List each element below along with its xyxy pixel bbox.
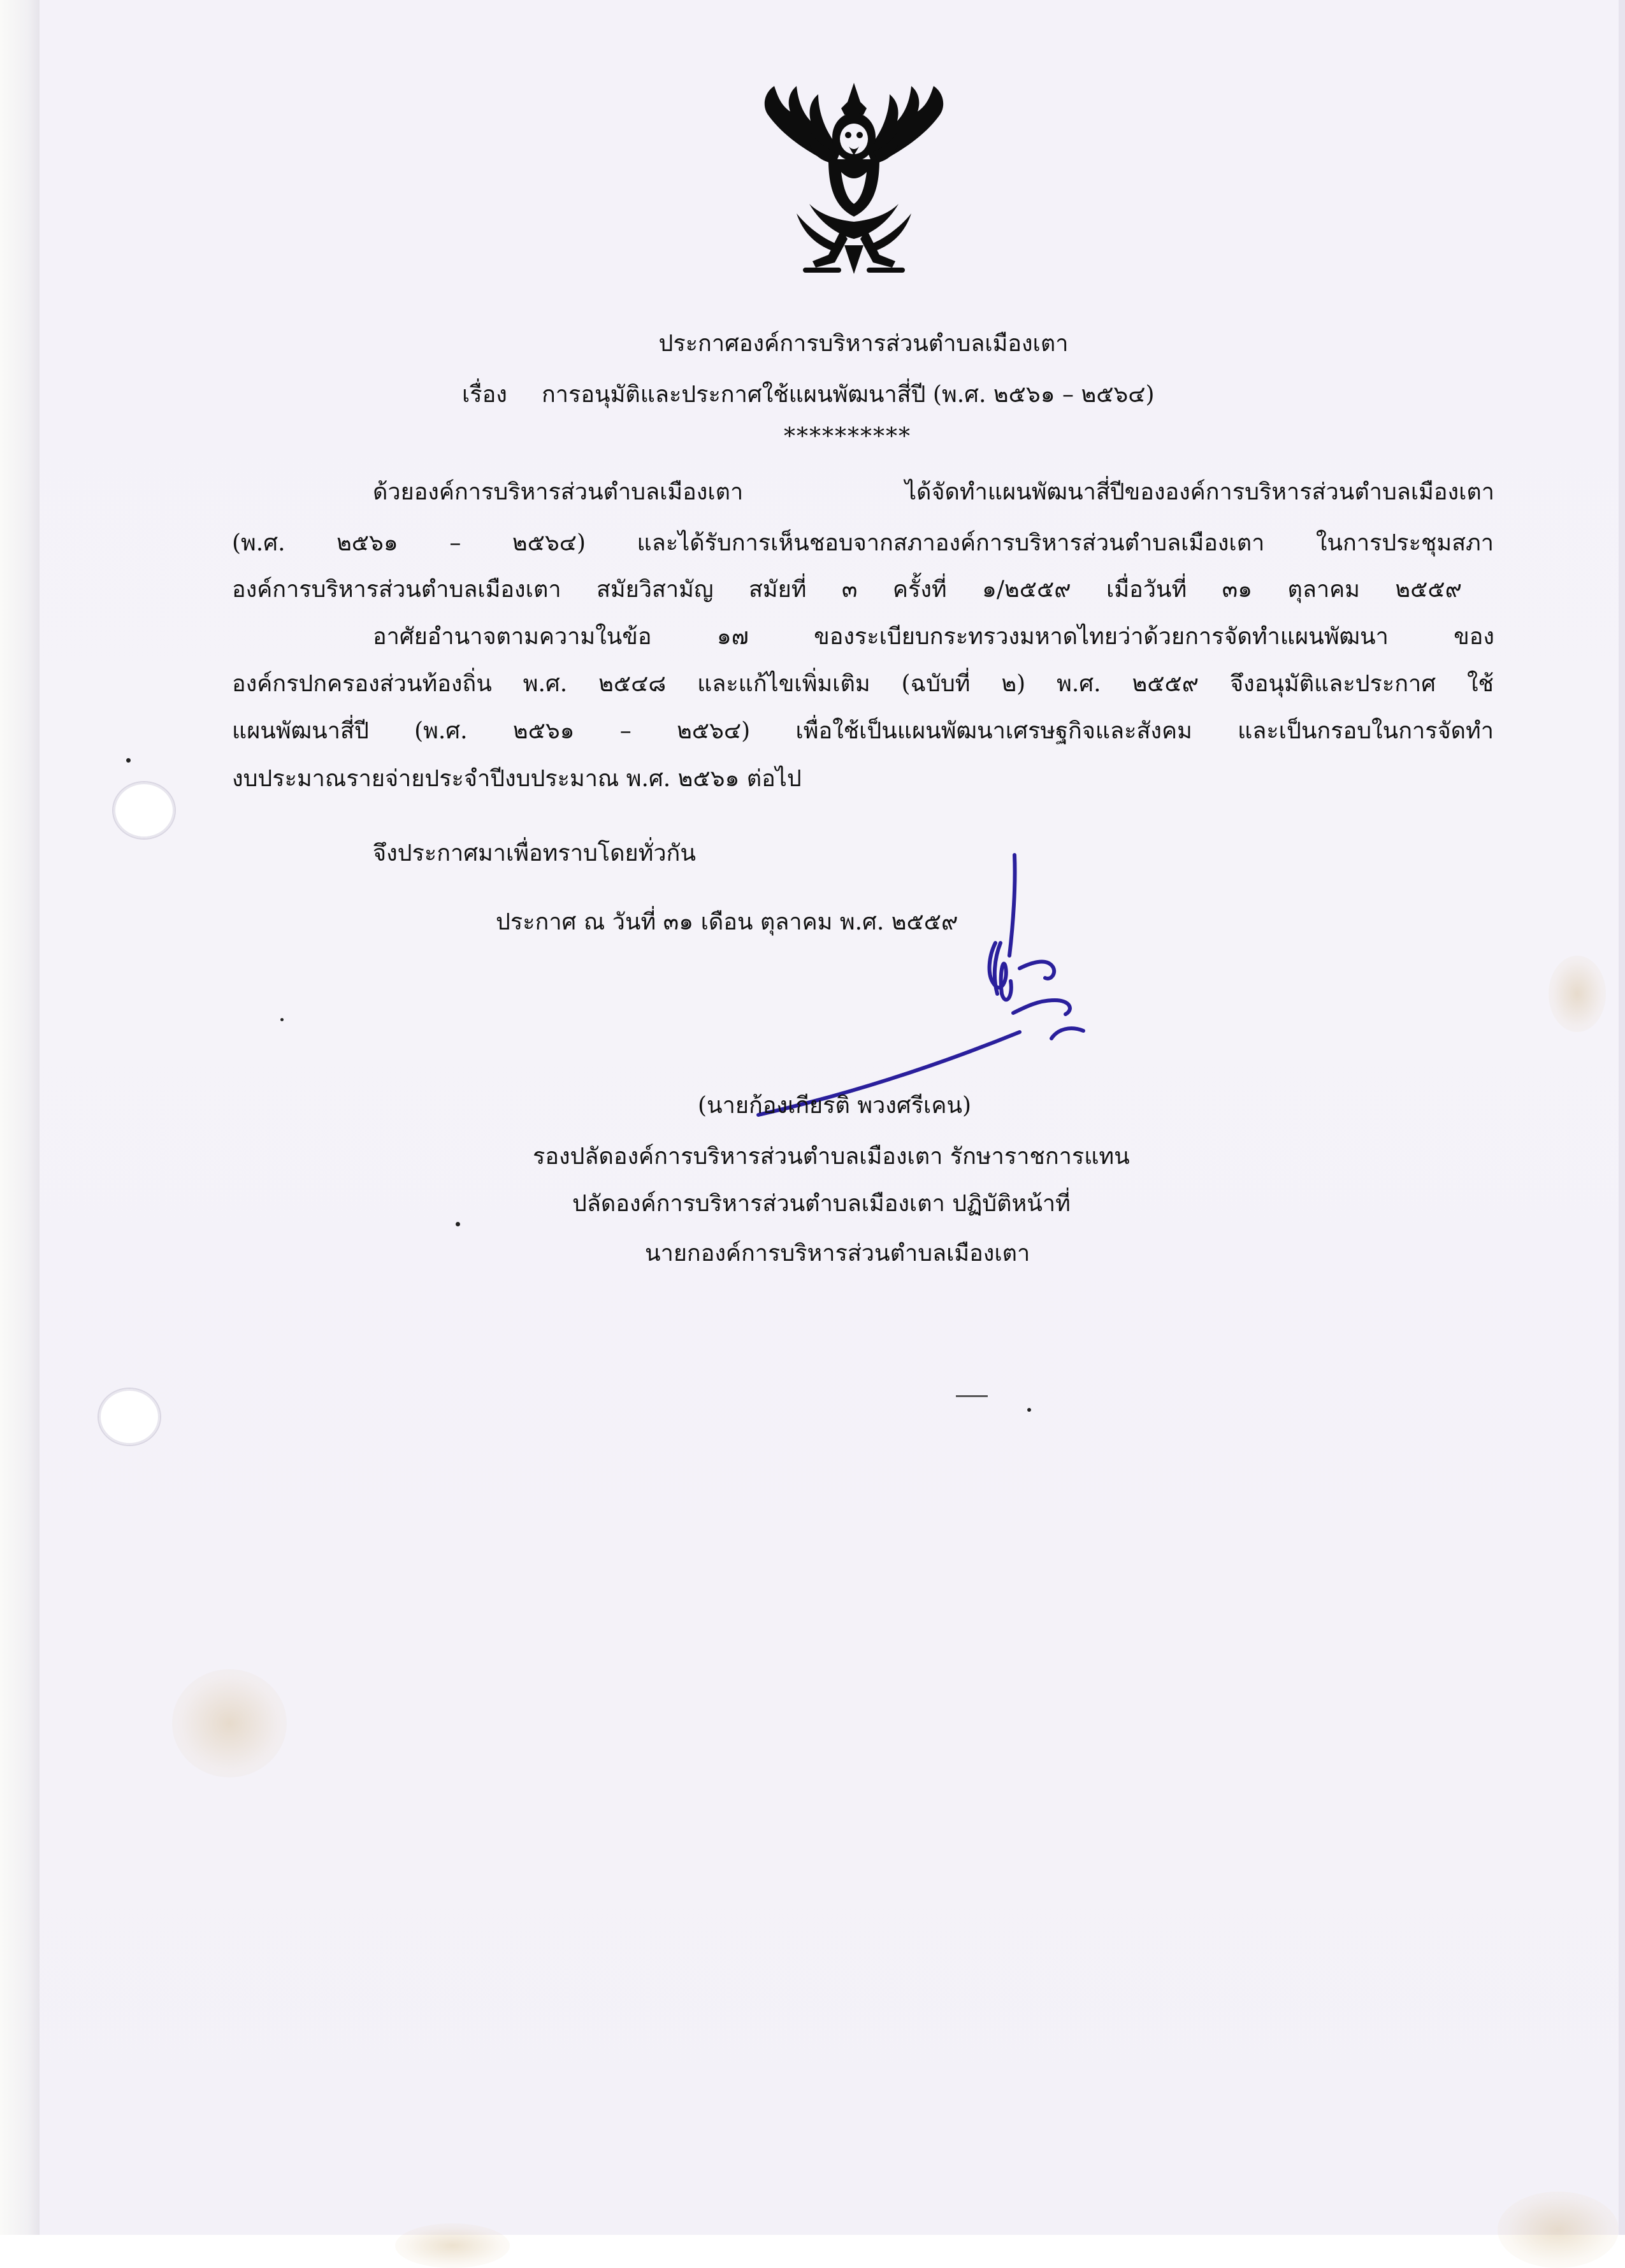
signer-position-line1: รองปลัดองค์การบริหารส่วนตำบลเมืองเตา รักษาราชการแทน	[533, 1144, 1130, 1170]
ink-dot	[456, 1222, 460, 1226]
organization-title: ประกาศองค์การบริหารส่วนตำบลเมืองเตา	[658, 331, 1069, 357]
subject-text: การอนุมัติและประกาศใช้แผนพัฒนาสี่ปี (พ.ศ. ๒๕๖๑ – ๒๕๖๔)	[542, 382, 1155, 408]
paragraph1-line2: (พ.ศ. ๒๕๖๑ – ๒๕๖๔) และได้รับการเห็นชอบจากสภาองค์การบริหารส่วนตำบลเมืองเตา ในการประชุมสภา	[232, 530, 1494, 556]
signer-position-line3: นายกองค์การบริหารส่วนตำบลเมืองเตา	[645, 1240, 1030, 1267]
paper-stain	[1549, 956, 1606, 1032]
paper-stain	[395, 2223, 510, 2268]
signer-name: (นายก้องเกียรติ พวงศรีเคน)	[698, 1093, 972, 1119]
handwritten-signature	[752, 847, 1109, 1121]
ink-dot	[126, 758, 131, 763]
paragraph2-line2: องค์กรปกครองส่วนท้องถิ่น พ.ศ. ๒๕๔๘ และแก้ไขเพิ่มเติม (ฉบับที่ ๒) พ.ศ. ๒๕๕๙ จึงอนุมัติและประกาศ ใช้	[232, 671, 1494, 697]
subject-label: เรื่อง	[462, 382, 507, 408]
paragraph2-line4: งบประมาณรายจ่ายประจำปีงบประมาณ พ.ศ. ๒๕๖๑ ต่อไป	[232, 766, 802, 792]
paper-stain	[1498, 2192, 1619, 2268]
garuda-emblem	[739, 76, 969, 287]
ink-dot	[280, 1018, 284, 1021]
punch-hole-bottom	[99, 1389, 160, 1445]
paragraph2-line1: อาศัยอำนาจตามความในข้อ ๑๗ ของระเบียบกระทรวงมหาดไทยว่าด้วยการจัดทำแผนพัฒนา ของ	[373, 624, 1494, 650]
closing-text: จึงประกาศมาเพื่อทราบโดยทั่วกัน	[373, 840, 696, 866]
announcement-date: ประกาศ ณ วันที่ ๓๑ เดือน ตุลาคม พ.ศ. ๒๕๕๙	[496, 909, 958, 935]
ink-dot	[1027, 1408, 1031, 1412]
paragraph2-line3: แผนพัฒนาสี่ปี (พ.ศ. ๒๕๖๑ – ๒๕๖๔) เพื่อใช้เป็นแผนพัฒนาเศรษฐกิจและสังคม และเป็นกรอบในการจัดทำ	[232, 718, 1494, 744]
paragraph1-line3: องค์การบริหารส่วนตำบลเมืองเตา สมัยวิสามัญ สมัยที่ ๓ ครั้งที่ ๑/๒๕๕๙ เมื่อวันที่ ๓๑ ตุลาคม ๒๕๕๙	[232, 577, 1462, 603]
punch-hole-top	[113, 782, 175, 838]
paper-stain	[172, 1669, 287, 1777]
ink-mark	[956, 1395, 988, 1397]
header-separator: **********	[784, 424, 911, 450]
signer-position-line2: ปลัดองค์การบริหารส่วนตำบลเมืองเตา ปฏิบัติหน้าที่	[572, 1191, 1071, 1217]
paragraph1-line1: ด้วยองค์การบริหารส่วนตำบลเมืองเตา ได้จัดทำแผนพัฒนาสี่ปีขององค์การบริหารส่วนตำบลเมืองเตา	[373, 479, 1494, 505]
